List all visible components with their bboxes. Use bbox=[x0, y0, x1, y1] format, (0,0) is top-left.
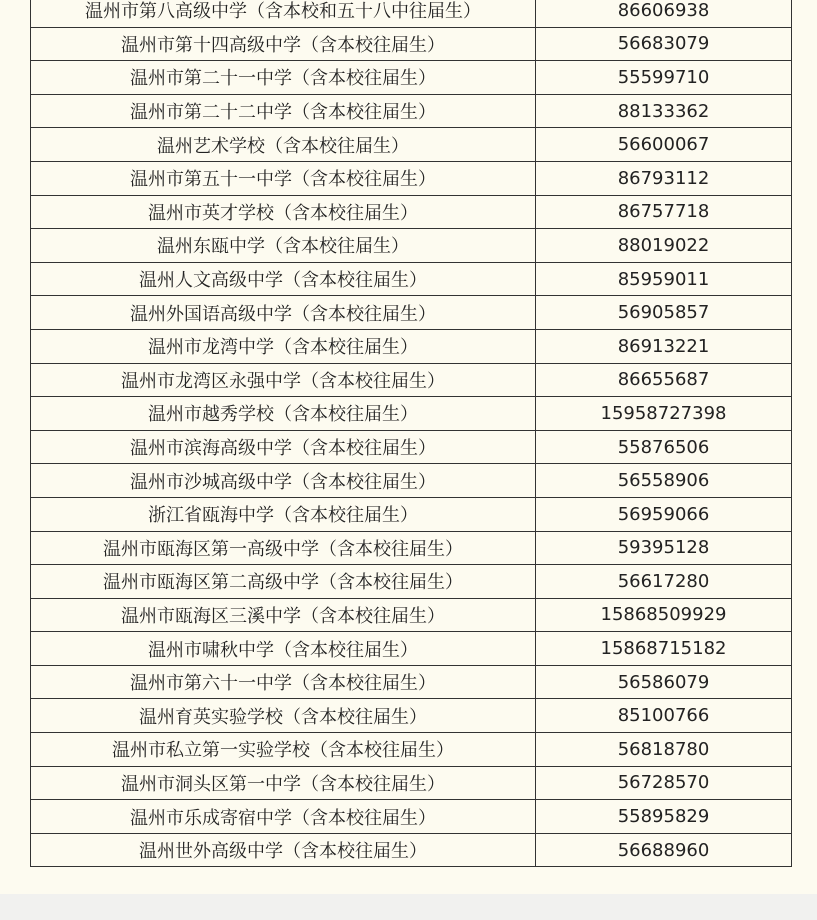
school-name-cell: 温州市第五十一中学（含本校往届生） bbox=[31, 161, 536, 195]
phone-number-cell: 56586079 bbox=[536, 665, 792, 699]
phone-number-cell: 56728570 bbox=[536, 766, 792, 800]
school-name-cell: 温州市瓯海区三溪中学（含本校往届生） bbox=[31, 598, 536, 632]
school-name-cell: 温州市英才学校（含本校往届生） bbox=[31, 195, 536, 229]
school-name-cell: 温州市私立第一实验学校（含本校往届生） bbox=[31, 733, 536, 767]
school-name-cell: 温州世外高级中学（含本校往届生） bbox=[31, 833, 536, 867]
phone-number-cell: 55895829 bbox=[536, 800, 792, 834]
phone-number-cell: 56617280 bbox=[536, 565, 792, 599]
table-row bbox=[31, 0, 792, 27]
table-row bbox=[31, 27, 792, 61]
school-name-cell: 温州市第二十一中学（含本校往届生） bbox=[31, 61, 536, 95]
phone-number-cell: 15868509929 bbox=[536, 598, 792, 632]
table-row bbox=[31, 598, 792, 632]
school-name-cell: 温州市龙湾区永强中学（含本校往届生） bbox=[31, 363, 536, 397]
table-row bbox=[31, 195, 792, 229]
table-row bbox=[31, 733, 792, 767]
school-name-cell: 温州市啸秋中学（含本校往届生） bbox=[31, 632, 536, 666]
table-row bbox=[31, 800, 792, 834]
school-name-cell: 温州市瓯海区第二高级中学（含本校往届生） bbox=[31, 565, 536, 599]
school-name-cell: 温州市滨海高级中学（含本校往届生） bbox=[31, 430, 536, 464]
school-name-cell: 温州市第十四高级中学（含本校往届生） bbox=[31, 27, 536, 61]
table-body bbox=[31, 0, 792, 867]
table-container bbox=[30, 0, 791, 867]
table-row bbox=[31, 464, 792, 498]
table-row bbox=[31, 128, 792, 162]
table-row bbox=[31, 531, 792, 565]
school-name-cell: 浙江省瓯海中学（含本校往届生） bbox=[31, 497, 536, 531]
school-name-cell: 温州人文高级中学（含本校往届生） bbox=[31, 262, 536, 296]
phone-number-cell: 85100766 bbox=[536, 699, 792, 733]
phone-number-cell: 56688960 bbox=[536, 833, 792, 867]
table-row bbox=[31, 497, 792, 531]
phone-number-cell: 85959011 bbox=[536, 262, 792, 296]
table-row bbox=[31, 632, 792, 666]
phone-number-cell: 15868715182 bbox=[536, 632, 792, 666]
phone-number-cell: 88019022 bbox=[536, 229, 792, 263]
table-row bbox=[31, 363, 792, 397]
phone-number-cell: 56818780 bbox=[536, 733, 792, 767]
phone-number-cell: 56600067 bbox=[536, 128, 792, 162]
school-name-cell: 温州市第六十一中学（含本校往届生） bbox=[31, 665, 536, 699]
table-row bbox=[31, 262, 792, 296]
table-row bbox=[31, 229, 792, 263]
phone-number-cell: 56558906 bbox=[536, 464, 792, 498]
phone-number-cell: 55599710 bbox=[536, 61, 792, 95]
table-row bbox=[31, 766, 792, 800]
school-name-cell: 温州市洞头区第一中学（含本校往届生） bbox=[31, 766, 536, 800]
phone-number-cell: 86793112 bbox=[536, 161, 792, 195]
table-row bbox=[31, 61, 792, 95]
school-name-cell: 温州市越秀学校（含本校往届生） bbox=[31, 397, 536, 431]
phone-number-cell: 15958727398 bbox=[536, 397, 792, 431]
table-row bbox=[31, 397, 792, 431]
page-bottom-strip bbox=[0, 894, 817, 920]
phone-number-cell: 59395128 bbox=[536, 531, 792, 565]
table-row bbox=[31, 565, 792, 599]
table-row bbox=[31, 430, 792, 464]
phone-number-cell: 56905857 bbox=[536, 296, 792, 330]
phone-number-cell: 86655687 bbox=[536, 363, 792, 397]
phone-number-cell: 86606938 bbox=[536, 0, 792, 27]
phone-number-cell: 56683079 bbox=[536, 27, 792, 61]
school-name-cell: 温州市瓯海区第一高级中学（含本校往届生） bbox=[31, 531, 536, 565]
school-contact-table bbox=[30, 0, 792, 867]
phone-number-cell: 55876506 bbox=[536, 430, 792, 464]
school-name-cell: 温州育英实验学校（含本校往届生） bbox=[31, 699, 536, 733]
school-name-cell: 温州市乐成寄宿中学（含本校往届生） bbox=[31, 800, 536, 834]
school-name-cell: 温州东瓯中学（含本校往届生） bbox=[31, 229, 536, 263]
school-name-cell: 温州市沙城高级中学（含本校往届生） bbox=[31, 464, 536, 498]
table-row bbox=[31, 161, 792, 195]
table-row bbox=[31, 94, 792, 128]
table-row bbox=[31, 833, 792, 867]
school-name-cell: 温州市第八高级中学（含本校和五十八中往届生） bbox=[31, 0, 536, 27]
school-name-cell: 温州市龙湾中学（含本校往届生） bbox=[31, 329, 536, 363]
table-row bbox=[31, 329, 792, 363]
table-row bbox=[31, 296, 792, 330]
phone-number-cell: 56959066 bbox=[536, 497, 792, 531]
table-row bbox=[31, 699, 792, 733]
school-name-cell: 温州外国语高级中学（含本校往届生） bbox=[31, 296, 536, 330]
phone-number-cell: 88133362 bbox=[536, 94, 792, 128]
phone-number-cell: 86913221 bbox=[536, 329, 792, 363]
school-name-cell: 温州市第二十二中学（含本校往届生） bbox=[31, 94, 536, 128]
school-name-cell: 温州艺术学校（含本校往届生） bbox=[31, 128, 536, 162]
phone-number-cell: 86757718 bbox=[536, 195, 792, 229]
table-row bbox=[31, 665, 792, 699]
